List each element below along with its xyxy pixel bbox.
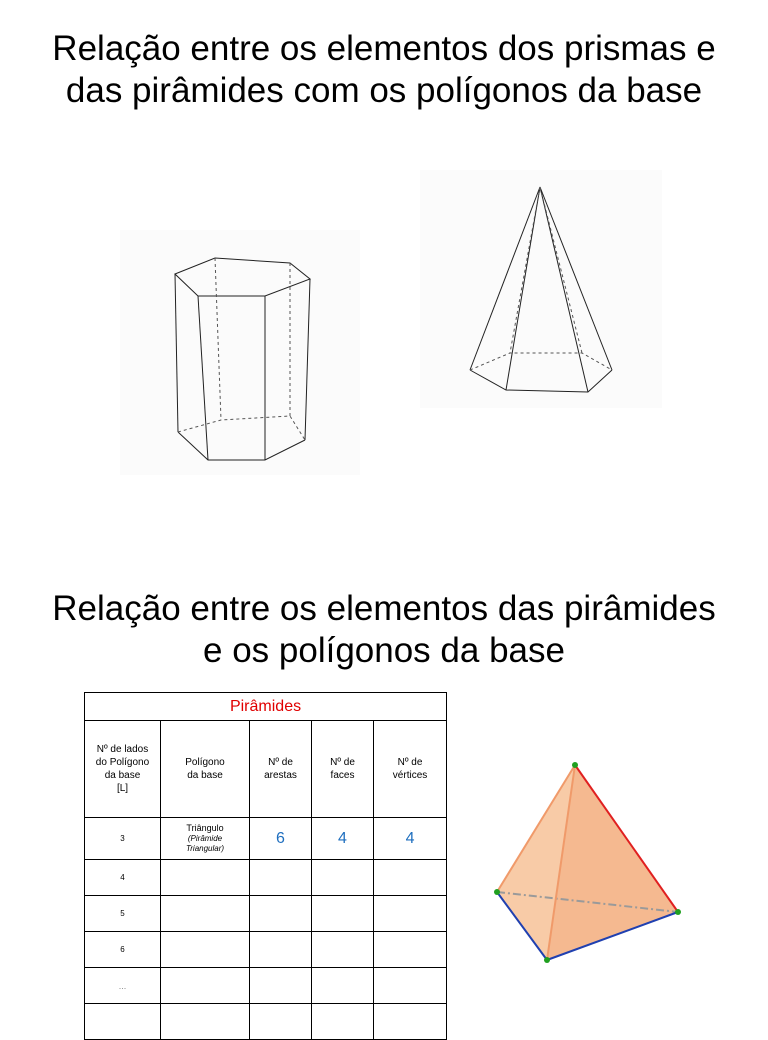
vertex-left: [494, 889, 500, 895]
slide-title-1: [0, 28, 768, 112]
table-row: [85, 968, 447, 1004]
cell-arestas[interactable]: [250, 968, 312, 1004]
cell-arestas[interactable]: [250, 860, 312, 896]
slide-title-2: [0, 588, 768, 672]
cell-faces[interactable]: [312, 860, 374, 896]
cell-poligono[interactable]: [161, 896, 250, 932]
cell-faces[interactable]: [312, 1004, 374, 1040]
table-row: [85, 860, 447, 896]
header-faces: Nº de faces: [312, 721, 374, 818]
cell-poligono: [161, 818, 250, 860]
vertex-apex: [572, 762, 578, 768]
table-row: [85, 932, 447, 968]
vertex-bottom: [544, 957, 550, 963]
cell-faces: 4: [312, 818, 374, 860]
cell-poligono[interactable]: [161, 968, 250, 1004]
header-poligono: Polígono da base: [161, 721, 250, 818]
header-lados: Nº de lados do Polígono da base [L]: [85, 721, 161, 818]
header-arestas: Nº de arestas: [250, 721, 312, 818]
cell-vertices[interactable]: [374, 896, 447, 932]
cell-vertices[interactable]: [374, 932, 447, 968]
table-row: [85, 1004, 447, 1040]
poligono-name: Triângulo: [186, 823, 224, 833]
vertex-right: [675, 909, 681, 915]
cell-lados: [85, 1004, 161, 1040]
cell-arestas[interactable]: [250, 896, 312, 932]
triangular-pyramid-figure: [485, 755, 695, 970]
cell-faces[interactable]: [312, 968, 374, 1004]
cell-arestas[interactable]: [250, 932, 312, 968]
hexagonal-prism-figure: [120, 230, 360, 475]
title-1-line-2: das pirâmides com os polígonos da base: [65, 71, 703, 110]
cell-lados: 5: [85, 896, 161, 932]
cell-vertices[interactable]: [374, 968, 447, 1004]
table-row: [85, 818, 447, 860]
title-2-line-1: Relação entre os elementos das pirâmides: [52, 589, 716, 628]
cell-lados: 6: [85, 932, 161, 968]
hexagonal-pyramid-figure: [420, 170, 662, 408]
cell-lados: 4: [85, 860, 161, 896]
title-2-line-2: e os polígonos da base: [203, 631, 565, 670]
cell-faces[interactable]: [312, 932, 374, 968]
header-vertices: Nº de vértices: [374, 721, 447, 818]
title-1-line-1: Relação entre os elementos dos prismas e: [52, 29, 716, 68]
cell-arestas[interactable]: [250, 1004, 312, 1040]
table-caption: Pirâmides: [85, 693, 447, 721]
cell-poligono[interactable]: [161, 1004, 250, 1040]
cell-vertices[interactable]: [374, 1004, 447, 1040]
table-row: [85, 896, 447, 932]
cell-arestas: 6: [250, 818, 312, 860]
cell-vertices[interactable]: [374, 860, 447, 896]
poligono-sub-2: Triangular): [185, 844, 225, 853]
cell-vertices: 4: [374, 818, 447, 860]
pyramids-table: [84, 692, 447, 1040]
cell-lados: 3: [85, 818, 161, 860]
cell-poligono[interactable]: [161, 860, 250, 896]
cell-lados: ...: [85, 968, 161, 1004]
cell-faces[interactable]: [312, 896, 374, 932]
cell-poligono[interactable]: [161, 932, 250, 968]
poligono-sub-1: (Pirâmide: [187, 834, 223, 843]
table-header-row: [85, 721, 447, 818]
